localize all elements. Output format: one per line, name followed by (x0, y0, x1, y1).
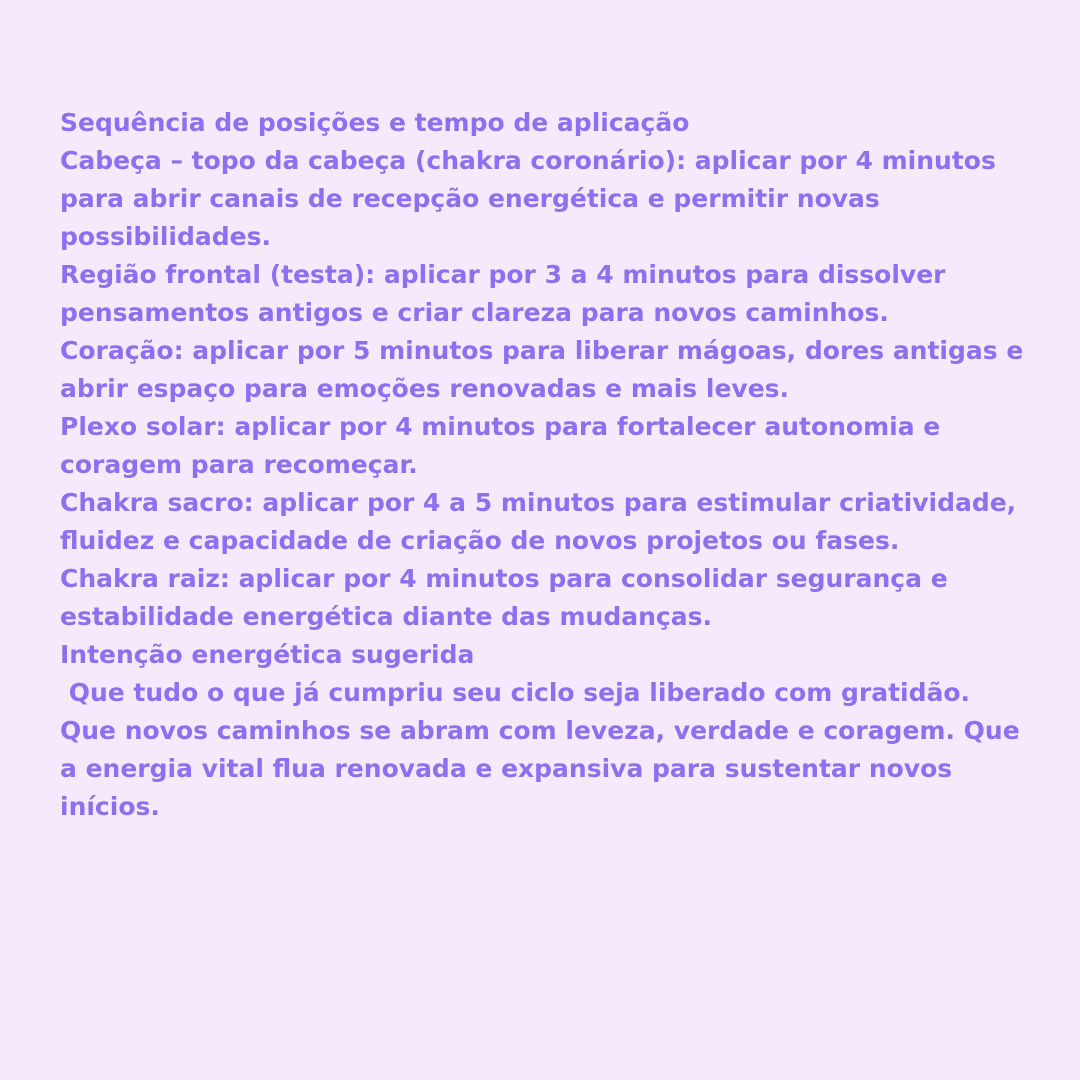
step-sacral: Chakra sacro: aplicar por 4 a 5 minutos para estimular criatividade, fluidez e capacidade de criação de novos projetos ou fases. (60, 488, 1025, 555)
section-title: Sequência de posições e tempo de aplicação (60, 108, 690, 137)
step-root: Chakra raiz: aplicar por 4 minutos para consolidar segurança e estabilidade energética diante das mudanças. (60, 564, 957, 631)
text-card (60, 104, 1033, 826)
intention-text: Que tudo o que já cumpriu seu ciclo seja liberado com gratidão. Que novos caminhos se abram com leveza, verdade e coragem. Que a energia vital flua renovada e expansiva para sustentar novos inícios. (60, 678, 1029, 821)
step-crown: Cabeça – topo da cabeça (chakra coronário): aplicar por 4 minutos para abrir canais de recepção energética e permitir novas possibilidades. (60, 146, 1005, 251)
step-heart: Coração: aplicar por 5 minutos para liberar mágoas, dores antigas e abrir espaço para emoções renovadas e mais leves. (60, 336, 1033, 403)
intention-heading: Intenção energética sugerida (60, 640, 475, 669)
step-forehead: Região frontal (testa): aplicar por 3 a 4 minutos para dissolver pensamentos antigos e criar clareza para novos caminhos. (60, 260, 955, 327)
step-solar-plexus: Plexo solar: aplicar por 4 minutos para fortalecer autonomia e coragem para recomeçar. (60, 412, 949, 479)
